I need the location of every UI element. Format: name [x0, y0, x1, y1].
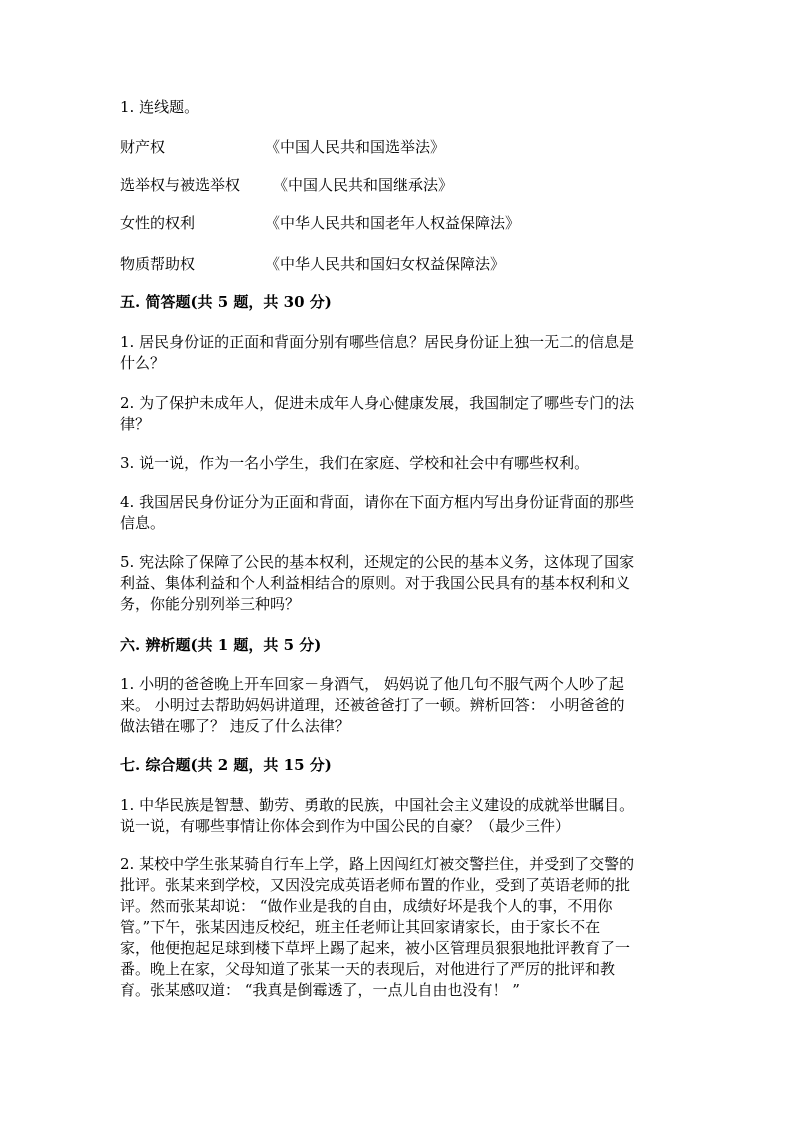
matching-title: 1. 连线题。: [120, 98, 200, 116]
matching-right-item: 《中国人民共和国选举法》: [265, 138, 446, 156]
question-5-3: [120, 453, 680, 474]
question-line: 来。 小明过去帮助妈妈讲道理，还被爸爸打了一顿。辨析回答： 小明爸爸的: [120, 696, 625, 714]
question-7-1: [120, 795, 680, 837]
question-5-5: [120, 552, 680, 615]
matching-left-item: 选举权与被选举权: [120, 176, 241, 194]
question-line: 律？: [120, 415, 151, 433]
question-5-2: [120, 393, 680, 435]
question-6-1: [120, 674, 680, 737]
question-line: 家，他便抱起足球到楼下草坪上踢了起来，被小区管理员狠狠地批评教育了一: [120, 939, 631, 957]
question-line: 务，你能分别列举三种吗？: [120, 595, 301, 613]
question-line: 育。张某感叹道： “我真是倒霉透了，一点儿自由也没有！ ”: [120, 981, 520, 999]
question-line: 3. 说一说，作为一名小学生，我们在家庭、学校和社会中有哪些权利。: [120, 454, 590, 472]
section-heading: 五. 简答题(共 5 题，共 30 分): [120, 293, 332, 311]
question-line: 1. 中华民族是智慧、勤劳、勇敢的民族，中国社会主义建设的成就举世瞩目。: [120, 796, 635, 814]
matching-left-item: 物质帮助权: [120, 255, 196, 273]
matching-left-item: 财产权: [120, 138, 166, 156]
question-line: 管。”下午，张某因违反校纪，班主任老师让其回家请家长，由于家长不在: [120, 918, 601, 936]
question-line: 2. 为了保护未成年人，促进未成年人身心健康发展，我国制定了哪些专门的法: [120, 394, 635, 412]
question-line: 评。然而张某却说： “做作业是我的自由，成绩好坏是我个人的事，不用你: [120, 897, 613, 915]
question-line: 信息。: [120, 514, 166, 532]
question-5-1: [120, 332, 680, 374]
question-line: 4. 我国居民身份证分为正面和背面，请你在下面方框内写出身份证背面的那些: [120, 493, 635, 511]
question-line: 番。晚上在家，父母知道了张某一天的表现后，对他进行了严厉的批评和教: [120, 960, 616, 978]
question-7-2: [120, 854, 680, 1001]
question-line: 1. 小明的爸爸晚上开车回家－身酒气， 妈妈说了他几句不服气两个人吵了起: [120, 675, 624, 693]
question-line: 做法错在哪了？ 违反了什么法律？: [120, 717, 350, 735]
matching-left-item: 女性的权利: [120, 214, 196, 232]
matching-right-item: 《中国人民共和国继承法》: [273, 176, 454, 194]
question-line: 2. 某校中学生张某骑自行车上学，路上因闯红灯被交警拦住，并受到了交警的: [120, 855, 635, 873]
matching-right-item: 《中华人民共和国老年人权益保障法》: [265, 214, 521, 232]
section-heading: 七. 综合题(共 2 题，共 15 分): [120, 756, 332, 774]
question-line: 1. 居民身份证的正面和背面分别有哪些信息？居民身份证上独一无二的信息是: [120, 333, 635, 351]
question-line: 5. 宪法除了保障了公民的基本权利，还规定的公民的基本义务，这体现了国家: [120, 553, 635, 571]
section-heading: 六. 辨析题(共 1 题，共 5 分): [120, 636, 322, 654]
question-line: 批评。张某来到学校，又因没完成英语老师布置的作业，受到了英语老师的批: [120, 876, 631, 894]
question-5-4: [120, 492, 680, 534]
question-line: 什么？: [120, 354, 166, 372]
question-line: 说一说，有哪些事情让你体会到作为中国公民的自豪？（最少三件）: [120, 817, 571, 835]
matching-right-item: 《中华人民共和国妇女权益保障法》: [265, 255, 506, 273]
question-line: 利益、集体利益和个人利益相结合的原则。对于我国公民具有的基本权利和义: [120, 574, 631, 592]
